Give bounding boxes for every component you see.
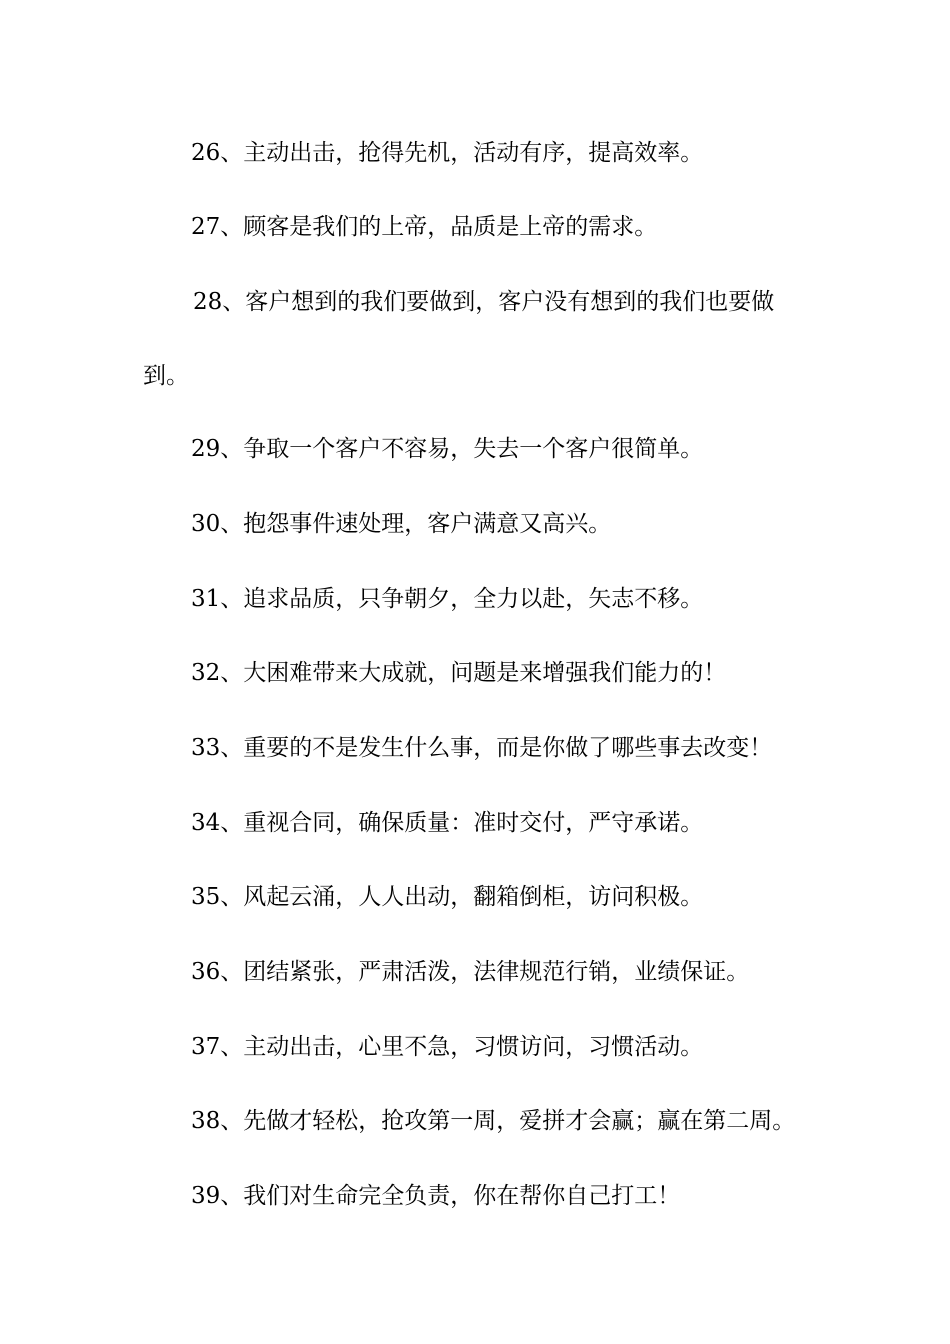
paragraph-line: 27、顾客是我们的上帝，品质是上帝的需求。 — [191, 214, 658, 240]
paragraph-line: 29、争取一个客户不容易，失去一个客户很简单。 — [191, 436, 704, 462]
paragraph-line: 33、重要的不是发生什么事，而是你做了哪些事去改变！ — [191, 735, 773, 761]
paragraph-line-continuation: 到。 — [143, 363, 189, 389]
paragraph-line: 28、客户想到的我们要做到，客户没有想到的我们也要做 — [193, 289, 775, 315]
paragraph-line: 26、主动出击，抢得先机，活动有序，提高效率。 — [191, 140, 704, 166]
paragraph-line: 36、团结紧张，严肃活泼，法律规范行销，业绩保证。 — [191, 959, 750, 985]
paragraph-line: 32、大困难带来大成就，问题是来增强我们能力的！ — [191, 660, 727, 686]
paragraph-line: 39、我们对生命完全负责，你在帮你自己打工！ — [191, 1183, 681, 1209]
paragraph-line: 30、抱怨事件速处理，客户满意又高兴。 — [191, 511, 612, 537]
paragraph-line: 37、主动出击，心里不急，习惯访问，习惯活动。 — [191, 1034, 704, 1060]
paragraph-line: 31、追求品质，只争朝夕，全力以赴，矢志不移。 — [191, 586, 704, 612]
paragraph-line: 34、重视合同，确保质量：准时交付，严守承诺。 — [191, 810, 704, 836]
paragraph-line: 35、风起云涌，人人出动，翻箱倒柜，访问积极。 — [191, 884, 704, 910]
paragraph-line: 38、先做才轻松，抢攻第一周，爱拼才会赢；赢在第二周。 — [191, 1108, 796, 1134]
